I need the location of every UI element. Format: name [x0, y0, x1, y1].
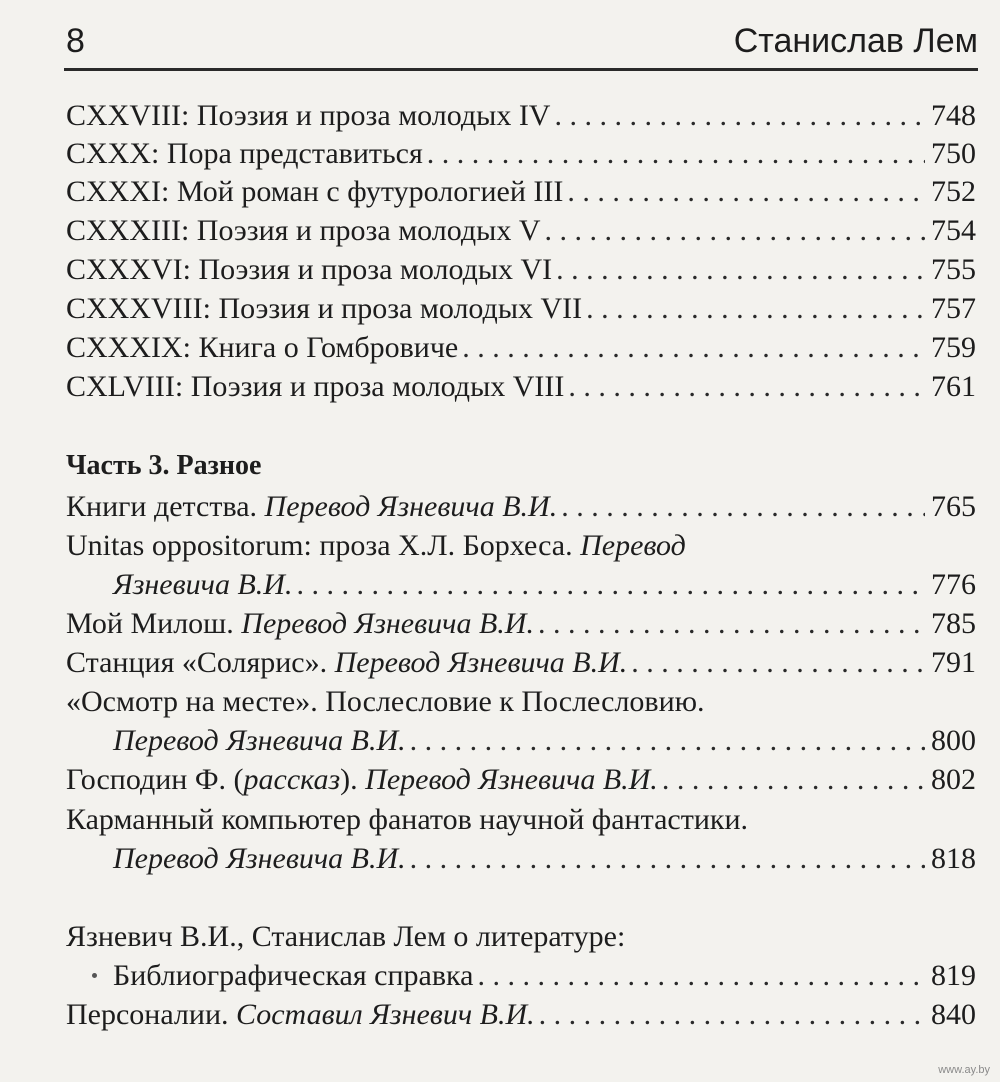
leader-dots	[554, 96, 925, 136]
toc-entry-title: CXXXIII: Поэзия и проза молодых V	[66, 214, 541, 247]
watermark: www.ay.by	[938, 1064, 990, 1076]
leader-dots	[539, 995, 925, 1035]
toc-entry-title: Библиографическая справка	[113, 959, 474, 992]
toc-entry-page: 818	[931, 842, 976, 875]
toc-entry	[66, 328, 976, 368]
toc-entry-translator: Перевод Язневича В.И.	[241, 607, 534, 640]
toc-entry	[113, 565, 976, 605]
toc-entry-title: CXXX: Пора представиться	[66, 137, 423, 170]
toc-entry-first-line	[66, 682, 976, 722]
toc-entry-translator: Перевод Язневича В.И.	[334, 646, 628, 679]
leader-dots	[631, 643, 925, 683]
toc-entry	[113, 721, 976, 761]
toc-entry	[66, 604, 976, 644]
leader-dots	[544, 211, 925, 251]
toc-entry-first-line	[66, 526, 976, 566]
toc-entry-title: CXXXIX: Книга о Гомбровиче	[66, 331, 459, 364]
toc-entry	[66, 487, 976, 527]
toc-entry-page: 802	[931, 763, 976, 796]
toc-entry-title: CXXXI: Мой роман с футурологией III	[66, 175, 564, 208]
toc-entry-page: 776	[931, 568, 976, 601]
toc-entry-title: CXXVIII: Поэзия и проза молодых IV	[66, 99, 551, 132]
running-header	[66, 22, 978, 68]
toc-entry-page: 755	[931, 253, 976, 286]
toc-entry-page: 754	[931, 214, 976, 247]
toc-entry-page: 819	[931, 959, 976, 992]
print-speck	[92, 973, 97, 978]
toc-entry	[66, 995, 976, 1035]
toc-entry-page: 757	[931, 292, 976, 325]
toc-entry	[66, 643, 976, 683]
toc-entry-title-text: «Осмотр на месте». Послесловие к Послесловию.	[66, 685, 705, 718]
toc-entry-title-text: Язневич В.И., Станислав Лем о литературе:	[66, 920, 626, 953]
toc-entry-title	[113, 839, 406, 879]
toc-entry-translator: Составил Язневич В.И.	[236, 998, 535, 1031]
leader-dots	[296, 565, 925, 605]
page-number: 8	[66, 22, 85, 60]
toc-entry-title: CXXXVIII: Поэзия и проза молодых VII	[66, 292, 583, 325]
section-heading: Часть 3. Разное	[66, 450, 262, 481]
leader-dots	[662, 760, 925, 800]
toc-entry-title	[66, 995, 535, 1035]
leader-dots	[586, 289, 925, 329]
leader-dots	[462, 328, 925, 368]
toc-entry-page: 840	[931, 998, 976, 1031]
toc-entry-translator: Перевод Язневича В.И.	[365, 763, 658, 796]
toc-entry-page: 800	[931, 724, 976, 757]
leader-dots	[427, 134, 925, 174]
toc-entry	[66, 172, 976, 212]
leader-dots	[556, 250, 925, 290]
toc-entry-page: 765	[931, 490, 976, 523]
toc-entry-title-text: Мой Милош.	[66, 607, 242, 640]
toc-entry-title	[66, 760, 658, 800]
toc-entry-translator: Язневича В.И.	[113, 568, 293, 601]
toc-entry-translator: Перевод Язневича В.И.	[113, 842, 406, 875]
toc-entry-page: 785	[931, 607, 976, 640]
leader-dots	[568, 367, 925, 407]
toc-entry-title-text: ).	[340, 763, 366, 796]
toc-entry-translator: Перевод Язневича В.И.	[113, 724, 406, 757]
leader-dots	[561, 487, 925, 527]
toc-entry-title	[66, 643, 627, 683]
toc-entry-translator: Перевод Язневича В.И.	[264, 490, 558, 523]
toc-entry-first-line	[66, 917, 976, 957]
toc-entry	[66, 250, 976, 290]
toc-entry-title-text: Unitas oppositorum: проза Х.Л. Борхеса.	[66, 529, 581, 562]
toc-entry	[113, 956, 976, 996]
toc-entry-title-text: Персоналии.	[66, 998, 237, 1031]
toc-entry	[66, 760, 976, 800]
toc-entry	[66, 367, 976, 407]
toc-entry-title	[113, 721, 406, 761]
leader-dots	[567, 172, 925, 212]
toc-entry-title-text: Господин Ф. (	[66, 763, 244, 796]
toc-entry-genre: рассказ	[243, 763, 341, 796]
toc-entry	[66, 134, 976, 174]
toc-entry-page: 759	[931, 331, 976, 364]
toc-entry-page: 748	[931, 99, 976, 132]
toc-entry-title: CXLVIII: Поэзия и проза молодых VIII	[66, 370, 565, 403]
toc-entry-translator: Перевод	[580, 529, 686, 562]
leader-dots	[410, 721, 925, 761]
running-header-author: Станислав Лем	[733, 22, 978, 60]
toc-entry	[66, 289, 976, 329]
leader-dots	[410, 839, 925, 879]
toc-entry-title	[113, 565, 292, 605]
header-rule	[64, 68, 978, 71]
toc-entry-title-text: Книги детства.	[66, 490, 265, 523]
toc-entry-title-text: Станция «Солярис».	[66, 646, 335, 679]
toc-entry-title-text: Карманный компьютер фанатов научной фантастики.	[66, 803, 749, 836]
toc-entry-page: 752	[931, 175, 976, 208]
toc-entry-page: 750	[931, 137, 976, 170]
toc-entry	[66, 211, 976, 251]
toc-entry-title	[66, 487, 557, 527]
toc-entry	[113, 839, 976, 879]
toc-entry	[66, 96, 976, 136]
toc-entry-page: 761	[931, 370, 976, 403]
leader-dots	[538, 604, 925, 644]
leader-dots	[477, 956, 925, 996]
toc-entry-title	[66, 604, 534, 644]
toc-entry-page: 791	[931, 646, 976, 679]
toc-entry-first-line	[66, 800, 976, 840]
toc-entry-title: CXXXVI: Поэзия и проза молодых VI	[66, 253, 553, 286]
